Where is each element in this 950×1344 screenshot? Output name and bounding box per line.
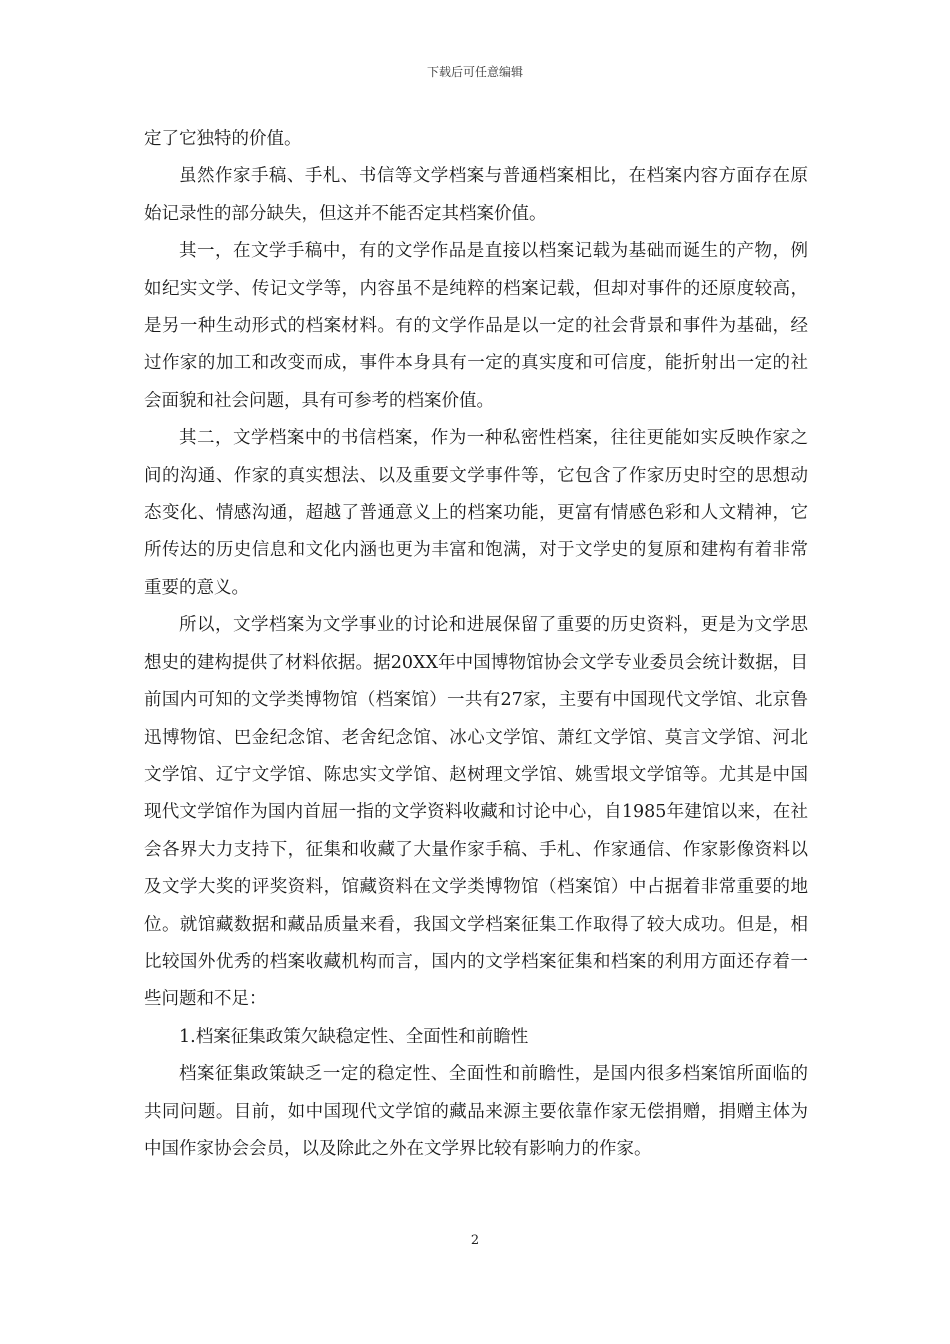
paragraph-museums: 所以，文学档案为文学事业的讨论和进展保留了重要的历史资料，更是为文学思想史的建构提供了材料依据。据20XX年中国博物馆协会文学专业委员会统计数据，目前国内可知的文学类博物馆（档案馆）一共有27家，主要有中国现代文学馆、北京鲁迅博物馆、巴金纪念馆、老舍纪念馆、冰心文学馆、萧红文学馆、莫言文学馆、河北文学馆、辽宁文学馆、陈忠实文学馆、赵树理文学馆、姚雪垠文学馆等。尤其是中国现代文学馆作为国内首屈一指的文学资料收藏和讨论中心，自1985年建馆以来，在社会各界大力支持下，征集和收藏了大量作家手稿、手札、作家通信、作家影像资料以及文学大奖的评奖资料，馆藏资料在文学类博物馆（档案馆）中占据着非常重要的地位。就馆藏数据和藏品质量来看，我国文学档案征集工作取得了较大成功。但是，相比较国外优秀的档案收藏机构而言，国内的文学档案征集和档案的利用方面还存着一些问题和不足：: [144, 615, 808, 1010]
paragraph-archive-value: 虽然作家手稿、手札、书信等文学档案与普通档案相比，在档案内容方面存在原始记录性的部分缺失，但这并不能否定其档案价值。: [144, 166, 808, 224]
paragraph-second-point: 其二，文学档案中的书信档案，作为一种私密性档案，往往更能如实反映作家之间的沟通、作家的真实想法、以及重要文学事件等，它包含了作家历史时空的思想动态变化、情感沟通，超越了普通意义上的档案功能，更富有情感色彩和人文精神，它所传达的历史信息和文化内涵也更为丰富和饱满，对于文学史的复原和建构有着非常重要的意义。: [144, 428, 808, 598]
document-body: [144, 121, 808, 1168]
page-number: 2: [470, 1233, 480, 1248]
paragraph-collection-policy: 档案征集政策缺乏一定的稳定性、全面性和前瞻性，是国内很多档案馆所面临的共同问题。目前，如中国现代文学馆的藏品来源主要依靠作家无偿捐赠，捐赠主体为中国作家协会会员，以及除此之外在文学界比较有影响力的作家。: [144, 1064, 808, 1159]
page-header: 下载后可任意编辑: [426, 65, 523, 79]
paragraph-first-point: 其一，在文学手稿中，有的文学作品是直接以档案记载为基础而诞生的产物，例如纪实文学、传记文学等，内容虽不是纯粹的档案记载，但却对事件的还原度较高，是另一种生动形式的档案材料。有的文学作品是以一定的社会背景和事件为基础，经过作家的加工和改变而成，事件本身具有一定的真实度和可信度，能折射出一定的社会面貌和社会问题，具有可参考的档案价值。: [144, 241, 808, 411]
paragraph-continuation: 定了它独特的价值。: [144, 129, 302, 149]
section-heading: 1.档案征集政策欠缺稳定性、全面性和前瞻性: [179, 1026, 529, 1047]
